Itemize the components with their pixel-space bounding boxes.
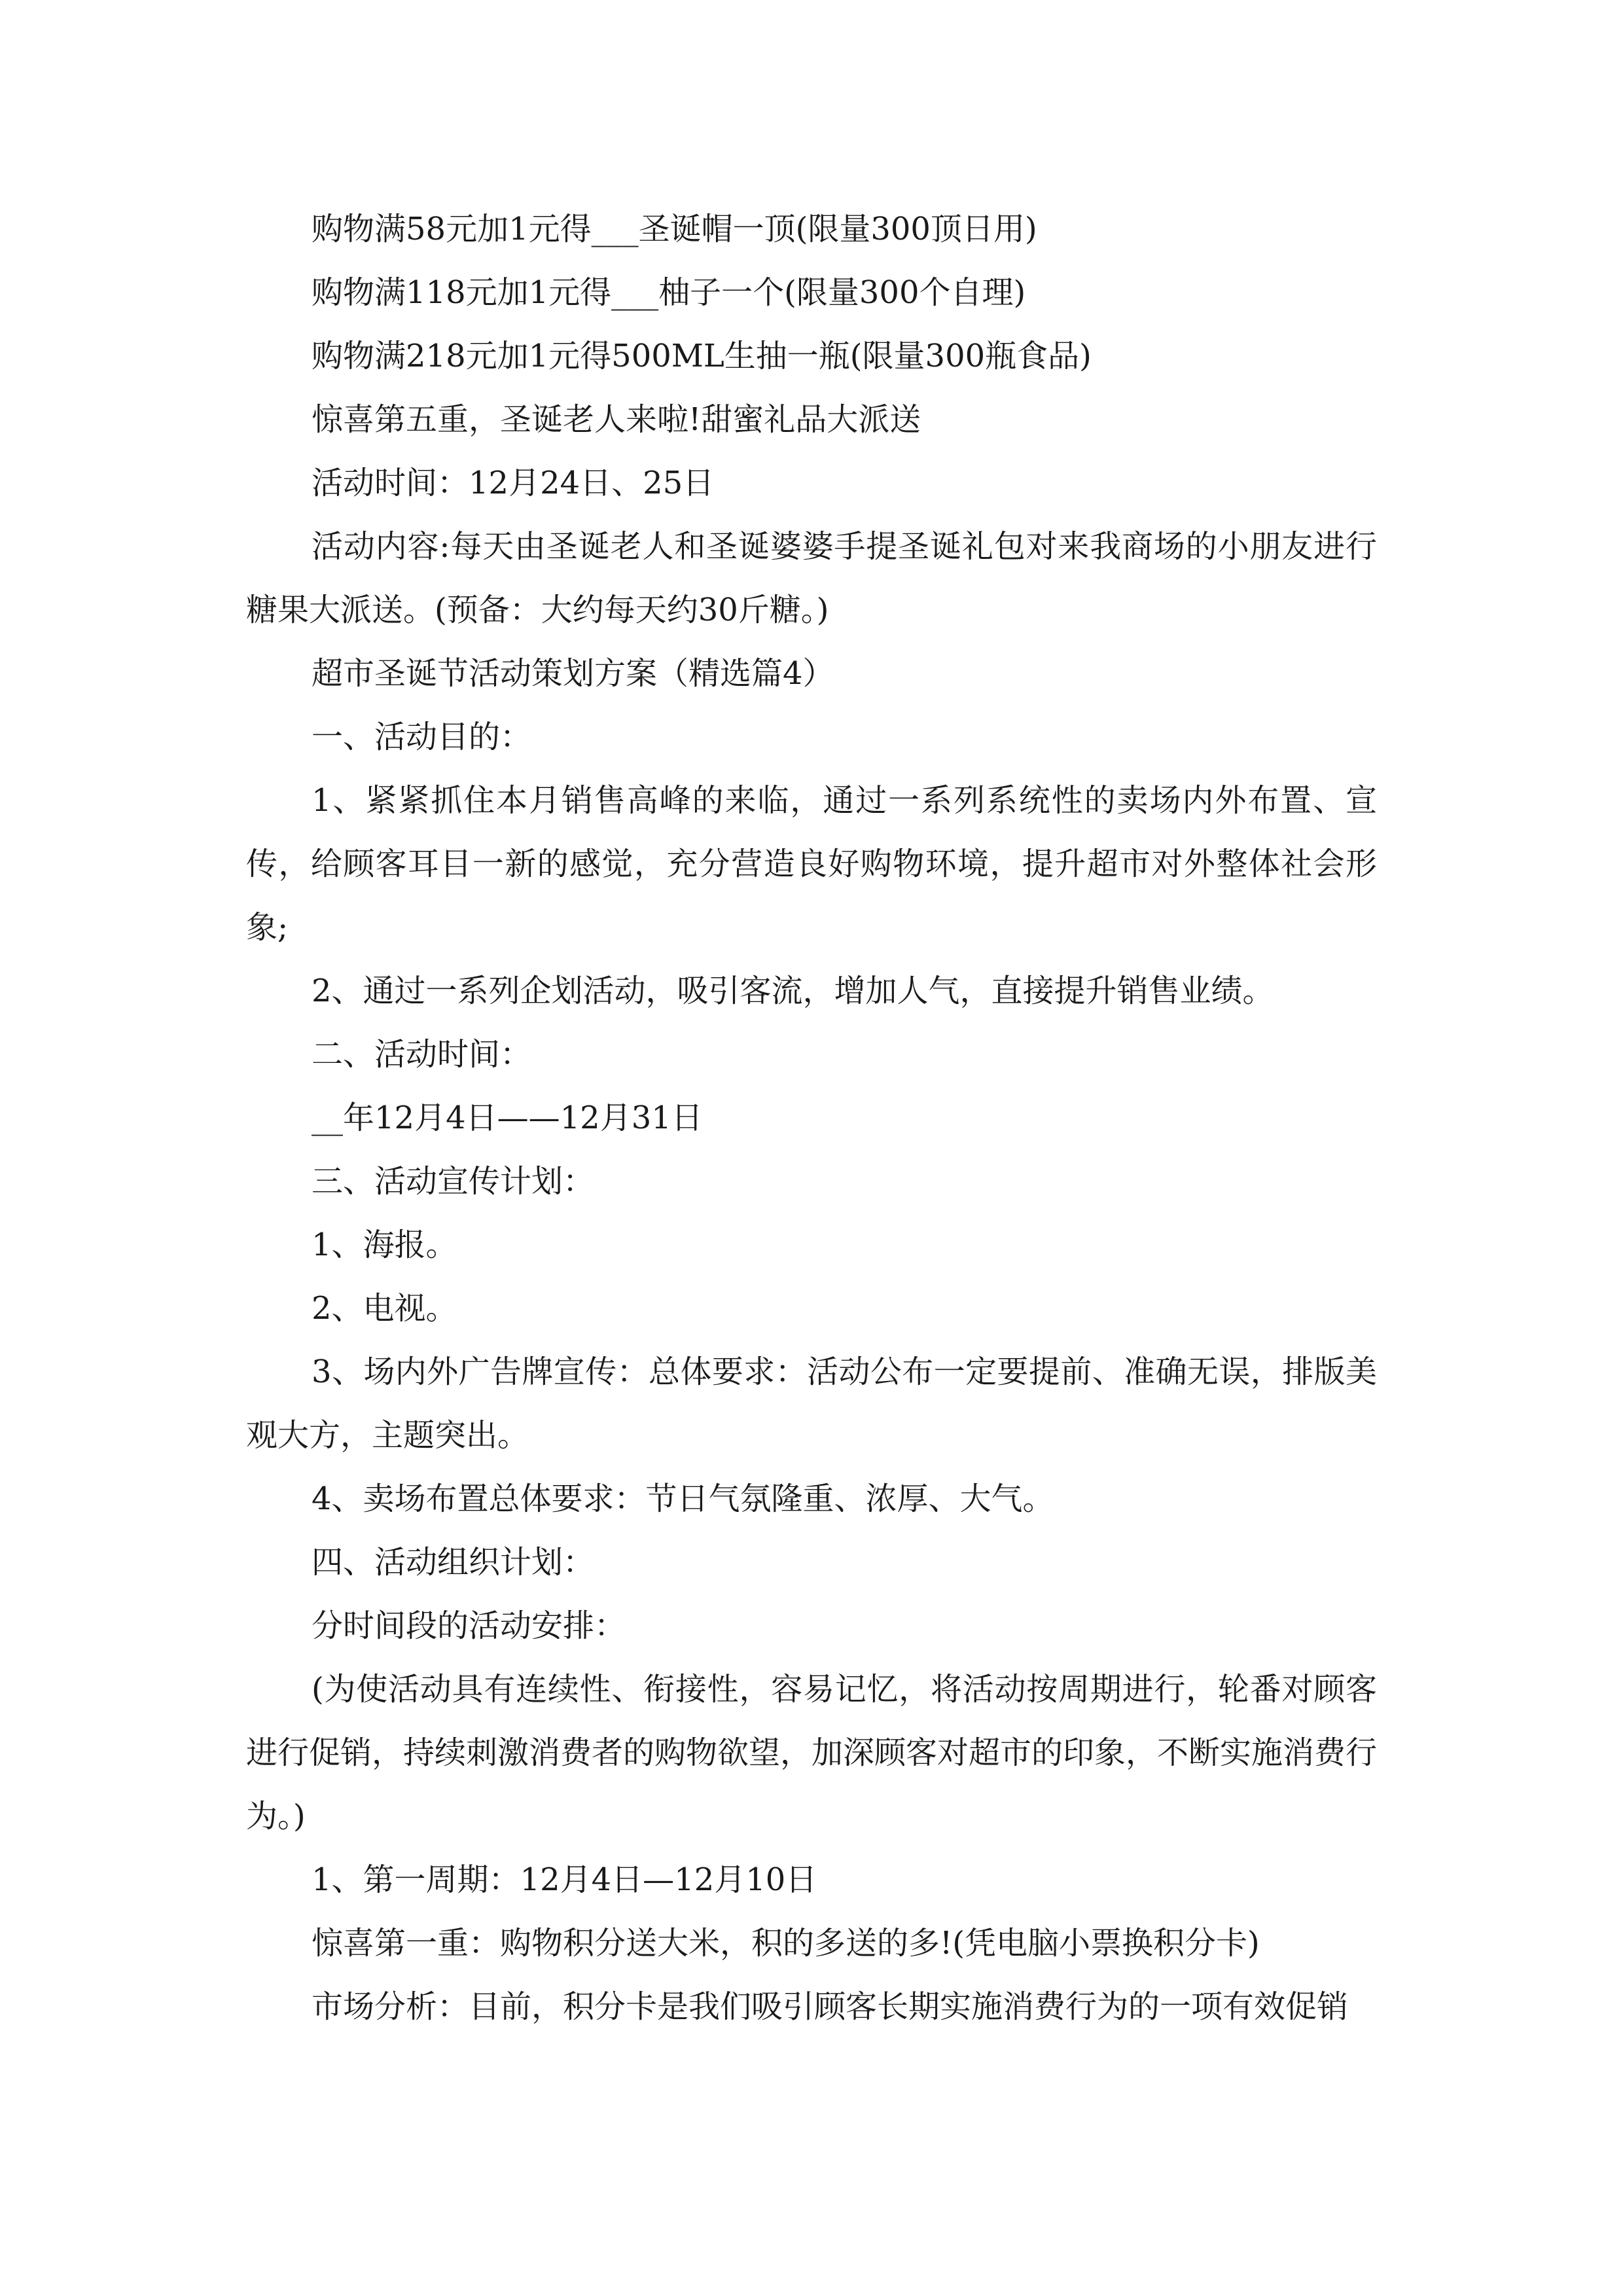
section-heading: 一、活动目的： <box>312 719 532 755</box>
paragraph: 1、第一周期：12月4日—12月10日 <box>312 1861 817 1898</box>
section-heading: 超市圣诞节活动策划方案（精选篇4） <box>312 655 834 692</box>
paragraph: 分时间段的活动安排： <box>312 1607 626 1644</box>
paragraph: 购物满118元加1元得___柚子一个(限量300个自理) <box>312 274 1026 311</box>
paragraph: __年12月4日——12月31日 <box>312 1100 703 1136</box>
section-heading: 三、活动宣传计划： <box>312 1163 595 1200</box>
section-heading: 四、活动组织计划： <box>312 1544 595 1581</box>
list-item: 3、场内外广告牌宣传：总体要求：活动公布一定要提前、准确无误，排版美观大方，主题突出。 <box>246 1354 1377 1454</box>
paragraph: 购物满58元加1元得___圣诞帽一顶(限量300顶日用) <box>312 211 1037 247</box>
paragraph: 购物满218元加1元得500ML生抽一瓶(限量300瓶食品) <box>312 338 1092 374</box>
paragraph: 惊喜第五重，圣诞老人来啦!甜蜜礼品大派送 <box>312 401 921 438</box>
paragraph: 惊喜第一重：购物积分送大米，积的多送的多!(凭电脑小票换积分卡) <box>312 1925 1260 1962</box>
paragraph: 市场分析：目前，积分卡是我们吸引顾客长期实施消费行为的一项有效促销 <box>312 1988 1349 2025</box>
document-body <box>246 198 1377 2039</box>
paragraph: (为使活动具有连续性、衔接性，容易记忆，将活动按周期进行，轮番对顾客进行促销，持续刺激消费者的购物欲望，加深顾客对超市的印象，不断实施消费行为。) <box>246 1671 1378 1835</box>
paragraph: 1、紧紧抓住本月销售高峰的来临，通过一系列系统性的卖场内外布置、宣传，给顾客耳目一新的感觉，充分营造良好购物环境，提升超市对外整体社会形象; <box>246 782 1377 946</box>
paragraph: 2、通过一系列企划活动，吸引客流，增加人气，直接提升销售业绩。 <box>312 973 1274 1009</box>
paragraph: 活动内容:每天由圣诞老人和圣诞婆婆手提圣诞礼包对来我商场的小朋友进行糖果大派送。(预备：大约每天约30斤糖。) <box>246 528 1377 628</box>
paragraph: 活动时间：12月24日、25日 <box>312 465 715 501</box>
section-heading: 二、活动时间： <box>312 1036 532 1073</box>
list-item: 2、电视。 <box>312 1290 457 1327</box>
list-item: 4、卖场布置总体要求：节日气氛隆重、浓厚、大气。 <box>312 1480 1054 1517</box>
list-item: 1、海报。 <box>312 1227 457 1263</box>
